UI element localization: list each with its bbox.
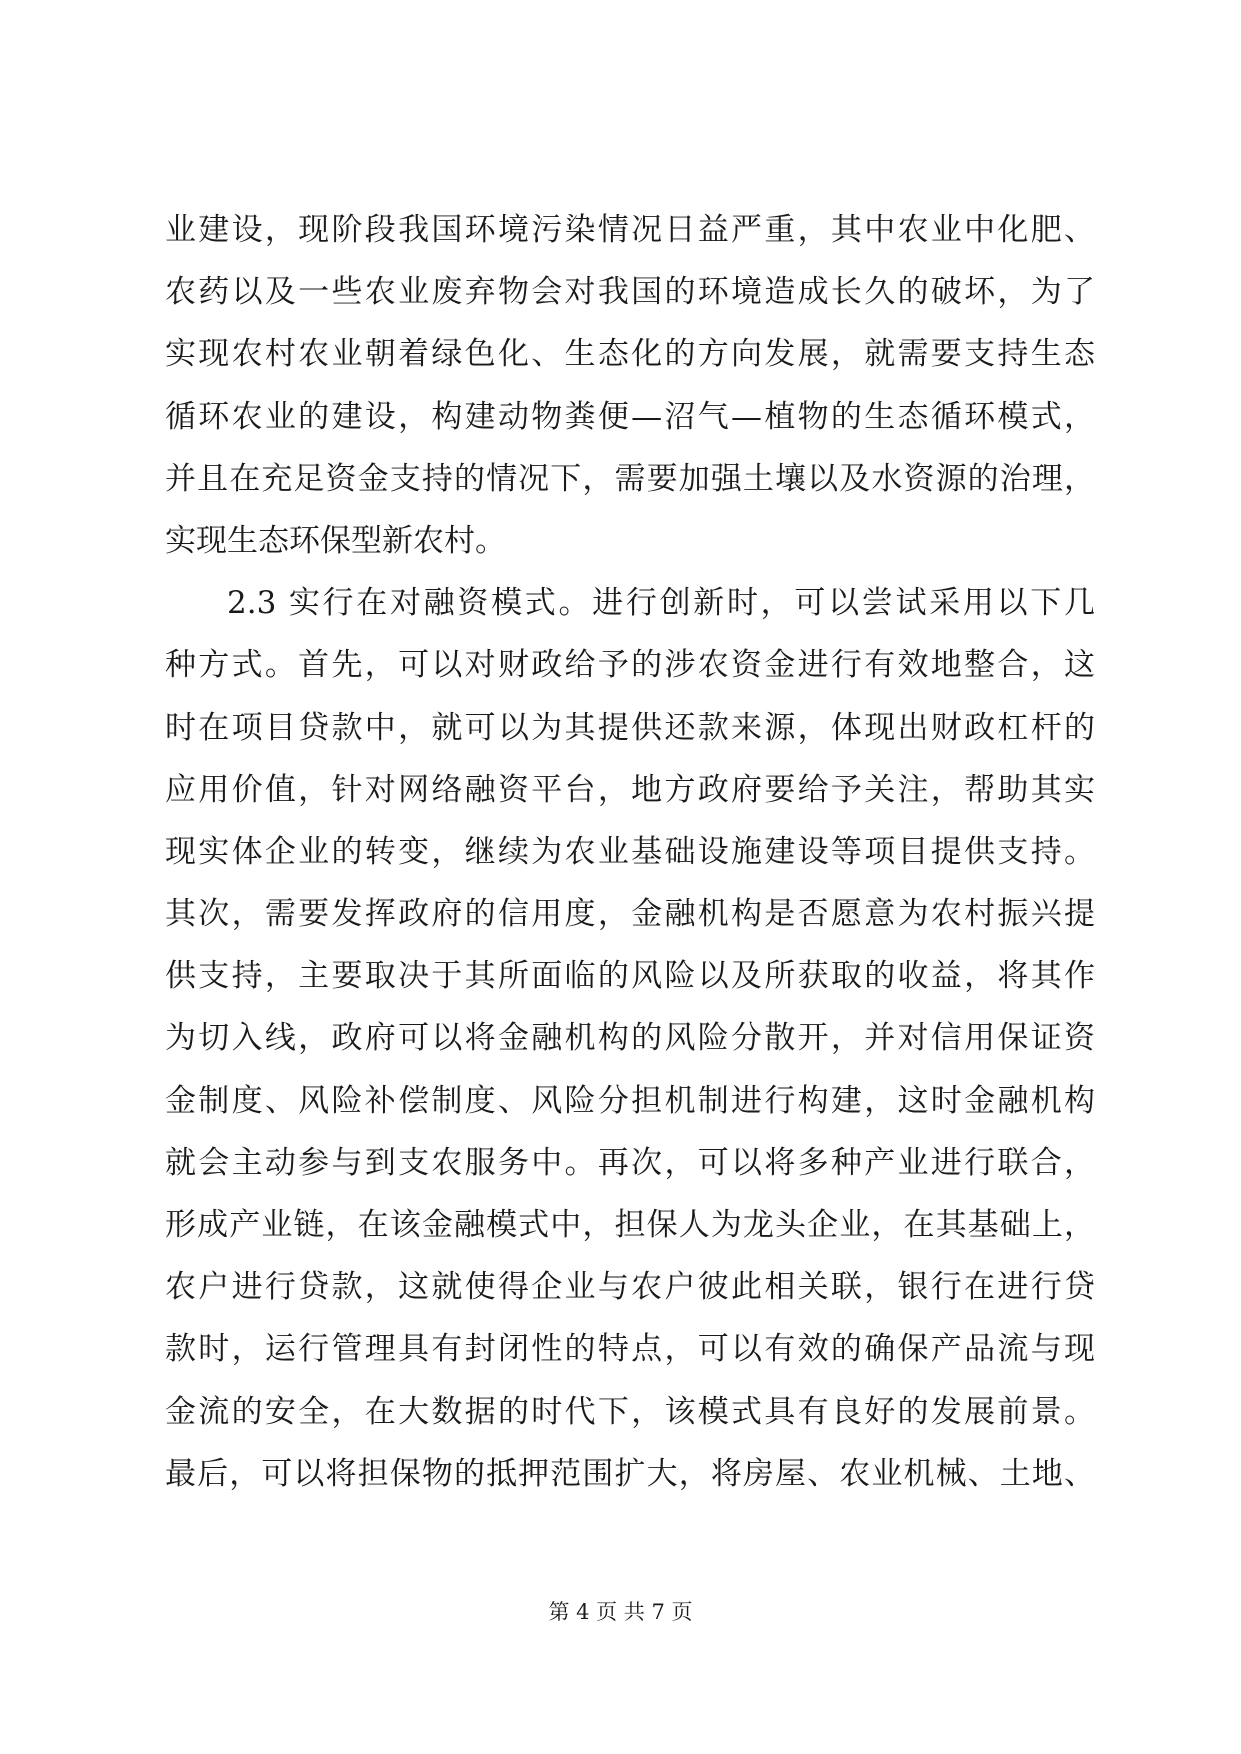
page-footer: 第 4 页 共 7 页 bbox=[548, 1600, 693, 1624]
text-line: 就会主动参与到支农服务中。再次，可以将多种产业进行联合， bbox=[165, 1144, 1095, 1181]
text-line: 形成产业链，在该金融模式中，担保人为龙头企业，在其基础上， bbox=[165, 1207, 1095, 1243]
text-line: 金流的安全，在大数据的时代下，该模式具有良好的发展前景。 bbox=[165, 1393, 1095, 1430]
text-line: 最后，可以将担保物的抵押范围扩大，将房屋、农业机械、土地、 bbox=[165, 1455, 1095, 1492]
text-line: 金制度、风险补偿制度、风险分担机制进行构建，这时金融机构 bbox=[165, 1082, 1095, 1119]
text-line: 供支持，主要取决于其所面临的风险以及所获取的收益，将其作 bbox=[165, 958, 1095, 995]
text-line: 农户进行贷款，这就使得企业与农户彼此相关联，银行在进行贷 bbox=[165, 1269, 1095, 1306]
text-line: 实现农村农业朝着绿色化、生态化的方向发展，就需要支持生态 bbox=[165, 336, 1095, 373]
body-text bbox=[165, 199, 1095, 1505]
text-line: 时在项目贷款中，就可以为其提供还款来源，体现出财政杠杆的 bbox=[165, 709, 1095, 746]
text-line: 现实体企业的转变，继续为农业基础设施建设等项目提供支持。 bbox=[165, 833, 1095, 870]
text-line: 农药以及一些农业废弃物会对我国的环境造成长久的破坏，为了 bbox=[165, 274, 1095, 311]
text-line: 2.3 实行在对融资模式。进行创新时，可以尝试采用以下几 bbox=[227, 585, 1095, 622]
text-line: 实现生态环保型新农村。 bbox=[165, 522, 506, 559]
text-line: 种方式。首先，可以对财政给予的涉农资金进行有效地整合，这 bbox=[165, 647, 1095, 684]
text-line: 并且在充足资金支持的情况下，需要加强土壤以及水资源的治理， bbox=[165, 460, 1095, 497]
text-line: 为切入线，政府可以将金融机构的风险分散开，并对信用保证资 bbox=[165, 1020, 1095, 1057]
text-line: 应用价值，针对网络融资平台，地方政府要给予关注，帮助其实 bbox=[165, 771, 1095, 808]
text-line: 循环农业的建设，构建动物粪便—沼气—植物的生态循环模式， bbox=[165, 398, 1095, 435]
text-line: 款时，运行管理具有封闭性的特点，可以有效的确保产品流与现 bbox=[165, 1331, 1095, 1368]
text-line: 业建设，现阶段我国环境污染情况日益严重，其中农业中化肥、 bbox=[165, 212, 1095, 248]
text-line: 其次，需要发挥政府的信用度，金融机构是否愿意为农村振兴提 bbox=[165, 896, 1095, 933]
